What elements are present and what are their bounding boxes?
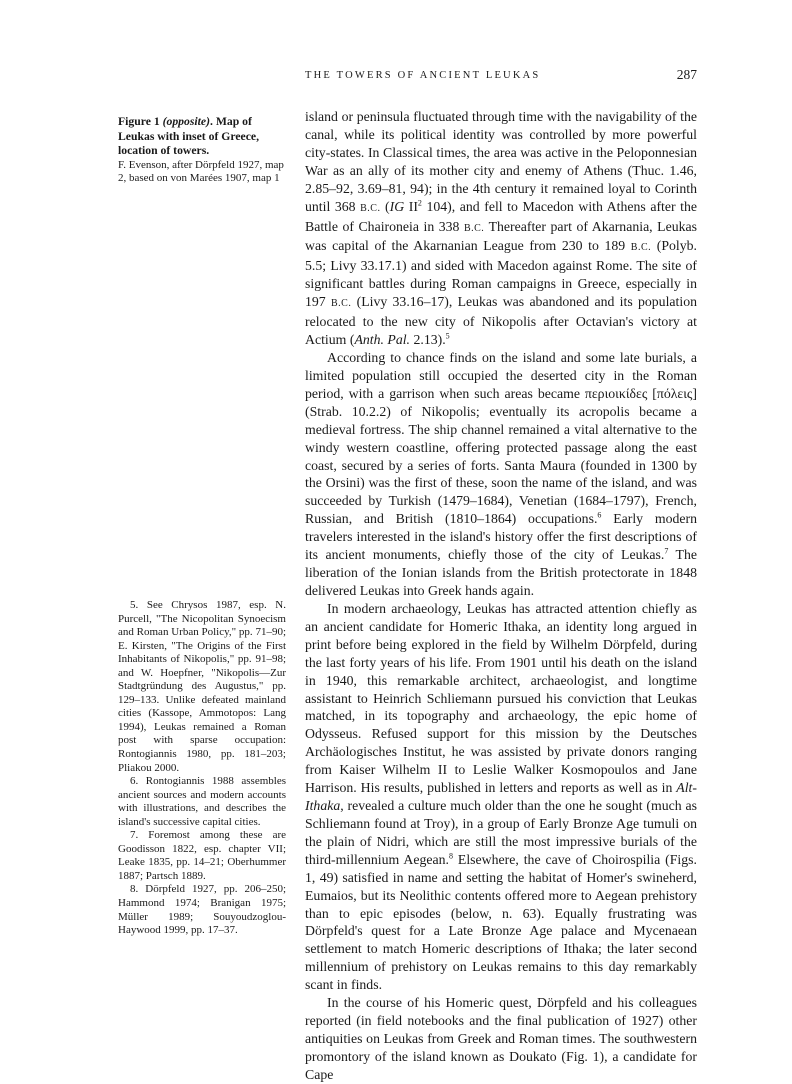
running-title: THE TOWERS OF ANCIENT LEUKAS (305, 70, 541, 81)
footnotes (118, 599, 286, 938)
footnote-7: 7. Foremost among these are Goodisson 1822, esp. chapter VII; Leake 1835, pp. 14–21; Oberhummer 1887; Partsch 1889. (118, 829, 286, 882)
paragraph-4: In the course of his Homeric quest, Dörpfeld and his colleagues reported (in field notebooks and the final publication of 1927) other antiquities on Leukas from Greek and Roman times. The southwestern promontory of the island known as Doukato (Fig. 1), a candidate for Cape (305, 995, 697, 1082)
footnote-8: 8. Dörpfeld 1927, pp. 206–250; Hammond 1974; Branigan 1975; Müller 1989; Souyoudzoglou-Haywood 1999, pp. 17–37. (118, 883, 286, 937)
paragraph-3: In modern archaeology, Leukas has attracted attention chiefly as an ancient candidate for Homeric Ithaka, an identity long argued in print before being explored in the field by Wilhelm Dörpfeld, during the last forty years of his life. From 1901 until his death on the island in 1940, this remarkable architect, archaeologist, and longtime assistant to Heinrich Schliemann pursued his conviction that Leukas matched, in its topography and archaeology, the epic home of Odysseus. Refused support for this mission by the Deutsches Archäologisches Institut, he was assisted by private donors ranging from Kaiser Wilhelm II to Leslie Walker Kosmopoulos and Jane Harrison. His results, published in letters and reports as well as in Alt-Ithaka, revealed a culture much older than the one he sought (much as Schliemann found at Troy), in a group of Early Bronze Age tumuli on the plain of Nidri, which are still the most impressive burials of the third-millennium Aegean.$^8$ Elsewhere, the cave of Choirospilia (Figs. 1, 49) satisfied in name and setting the habitat of Homer's swineherd, Eumaios, but its Neolithic contents offered more to Aegean prehistory than to epic episodes (below, n. 63). Equally frustrating was Dörpfeld's quest for a Late Bronze Age palace and Mycenaean settlement to match Homeric descriptions of Ithaka; the later second millennium of prehistory on Leukas remains to this day remarkably scant in finds. (305, 600, 697, 993)
body-text (305, 108, 697, 1084)
paragraph-1: island or peninsula fluctuated through time with the navigability of the canal, while its political identity was controlled by more powerful city-states. In Classical times, the area was active in the Peloponnesian War as an ally of its mother city and enemy of Athens (Thuc. 1.46, 2.85–92, 3.69–81, 94); in the 4th century it remained loyal to Corinth until 368 B.C. (IG $II^2$ 104), and fell to Macedon with Athens after the Battle of Chaironeia in 338 B.C. Thereafter part of Akarnania, Leukas was capital of the Akarnanian League from 230 to 189 B.C. (Polyb. 5.5; Livy 33.17.1) and sided with Macedon against Rome. The site of significant battles during Roman campaigns in Greece, especially in 197 B.C. (Livy 33.16–17), Leukas was abandoned and its population relocated to the new city of Nikopolis after Octavian's victory at Actium (Anth. Pal. 2.13).$^5$ (305, 109, 698, 348)
footnote-5: 5. See Chrysos 1987, esp. N. Purcell, "The Nicopolitan Synoecism and Roman Urban Policy," pp. 71–90; E. Kirsten, "The Origins of the First Inhabitants of Nikopolis," pp. 91–98; and W. Hoepfner, "Nikopolis—Zur Stadtgründung des Augustus," pp. 129–133. Unlike defeated mainland cities (Kassope, Ammotopos: Lang 1994), Leukas remained a Roman post with sparse occupation: Rontogiannis 1980, pp. 181–203; Pliakou 2000. (118, 599, 286, 774)
page-number: 287 (676, 67, 697, 82)
footnote-ref-7[interactable]: 7 (664, 546, 669, 556)
footnote-6: 6. Rontogiannis 1988 assembles ancient sources and modern accounts with illustrations, and describes the island's successive capital cities. (118, 775, 286, 828)
caption-title: Figure 1 (opposite). Map of Leukas with inset of Greece, location of towers. (118, 115, 259, 157)
figure-caption (118, 115, 286, 186)
caption-credit: F. Evenson, after Dörpfeld 1927, map 2, based on von Marées 1907, map 1 (118, 158, 284, 185)
footnote-ref-8[interactable]: 8 (449, 851, 453, 861)
footnote-ref-6[interactable]: 6 (597, 510, 602, 520)
paragraph-2: According to chance finds on the island and some late burials, a limited population still occupied the deserted city in the Roman period, with a garrison when such areas became περιοικίδες [πόλεις] (Strab. 10.2.2) of Nikopolis; eventually its acropolis became a medieval fortress. The ship channel remained a vital alternative to the windy western coastline, offering protected passage along the east coast, secured by a series of forts. Santa Maura (founded in 1300 by the Orsini) was the first of these, soon the name of the island, and was succeeded by Turkish (1479–1684), Venetian (1684–1797), French, Russian, and British (1810–1864) occupations.$^6$ Early modern travelers interested in the island's history offer the first descriptions of its ancient monuments, chiefly those of the city of Leukas.$^7$ The liberation of the Ionian islands from the British protectorate in 1848 delivered Leukas into Greek hands again. (305, 349, 697, 598)
footnote-ref-5[interactable]: 5 (445, 331, 450, 341)
